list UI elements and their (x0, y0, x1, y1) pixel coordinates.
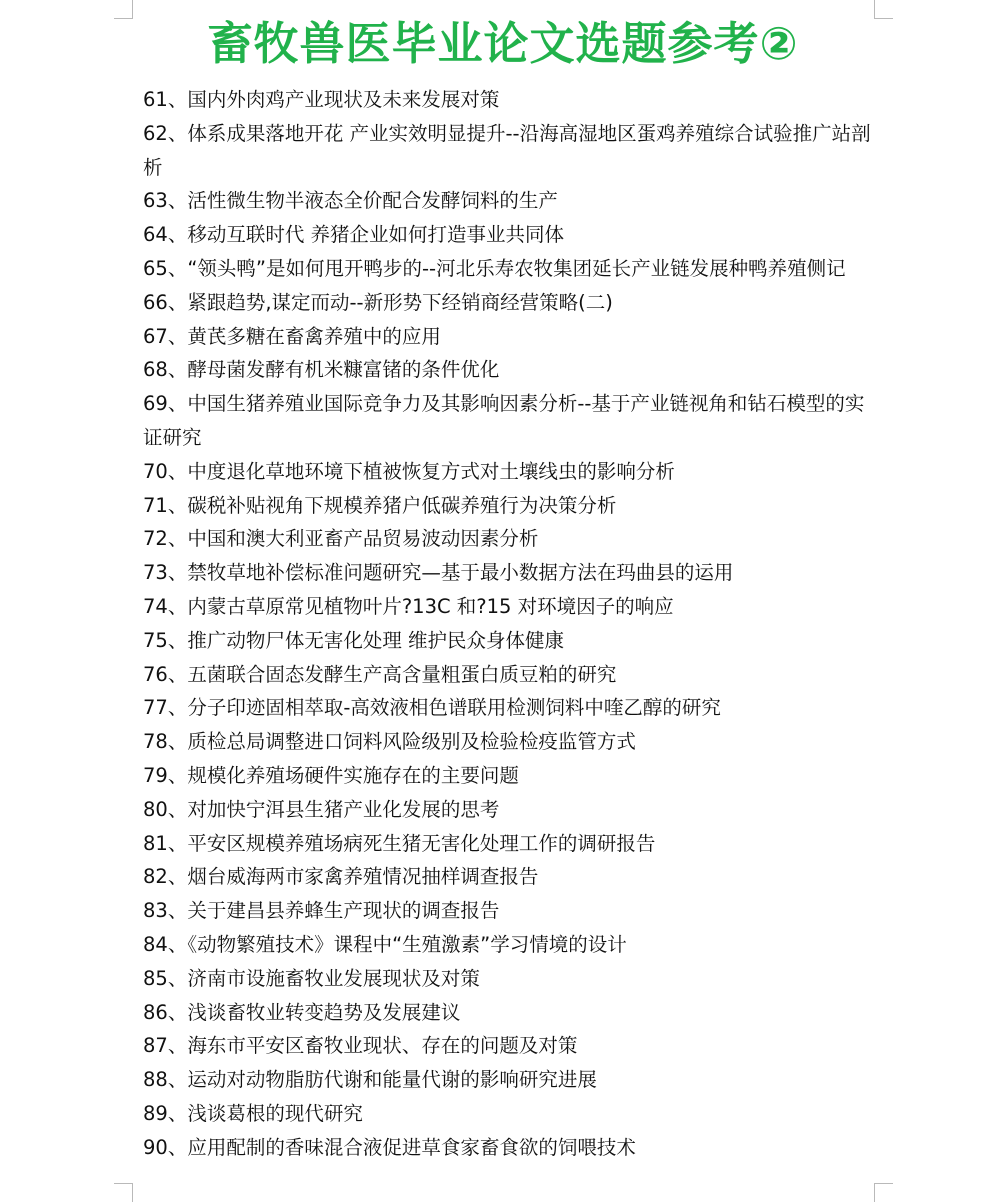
list-item: 76、五菌联合固态发酵生产高含量粗蛋白质豆粕的研究 (143, 662, 617, 686)
list-item: 69、中国生猪养殖业国际竞争力及其影响因素分析--基于产业链视角和钻石模型的实证研究 (143, 392, 865, 449)
list-item: 65、“领头鸭”是如何甩开鸭步的--河北乐寿农牧集团延长产业链发展种鸭养殖侧记 (143, 256, 846, 280)
list-item: 71、碳税补贴视角下规模养猪户低碳养殖行为决策分析 (143, 493, 617, 517)
list-item: 82、烟台威海两市家禽养殖情况抽样调查报告 (143, 865, 539, 889)
list-item: 67、黄芪多糖在畜禽养殖中的应用 (143, 324, 441, 348)
list-item: 64、移动互联时代 养猪企业如何打造事业共同体 (143, 223, 565, 247)
list-item: 80、对加快宁洱县生猪产业化发展的思考 (143, 797, 500, 821)
list-item: 78、质检总局调整进口饲料风险级别及检验检疫监管方式 (143, 730, 636, 754)
list-item: 90、应用配制的香味混合液促进草食家畜食欲的饲喂技术 (143, 1135, 636, 1159)
list-item: 77、分子印迹固相萃取-高效液相色谱联用检测饲料中喹乙醇的研究 (143, 696, 721, 720)
list-item: 87、海东市平安区畜牧业现状、存在的问题及对策 (143, 1034, 578, 1058)
list-item: 62、体系成果落地开花 产业实效明显提升--沿海高湿地区蛋鸡养殖综合试验推广站剖析 (143, 121, 871, 179)
list-item: 74、内蒙古草原常见植物叶片?13C 和?15 对环境因子的响应 (143, 594, 674, 618)
list-item: 63、活性微生物半液态全价配合发酵饲料的生产 (143, 189, 558, 213)
topic-list (143, 83, 883, 1165)
list-item: 86、浅谈畜牧业转变趋势及发展建议 (143, 1000, 461, 1024)
list-item: 84、《动物繁殖技术》课程中“生殖激素”学习情境的设计 (143, 932, 627, 956)
page-title: 畜牧兽医毕业论文选题参考② (207, 17, 799, 70)
list-item: 83、关于建昌县养蜂生产现状的调查报告 (143, 899, 500, 923)
page-corner-mark-bottom-left (114, 1183, 133, 1202)
list-item: 89、浅谈葛根的现代研究 (143, 1101, 363, 1125)
list-item: 73、禁牧草地补偿标准问题研究—基于最小数据方法在玛曲县的运用 (143, 561, 734, 585)
list-item: 61、国内外肉鸡产业现状及未来发展对策 (143, 88, 500, 111)
list-item: 72、中国和澳大利亚畜产品贸易波动因素分析 (143, 527, 539, 551)
list-item: 79、规模化养殖场硬件实施存在的主要问题 (143, 763, 519, 787)
list-item: 88、运动对动物脂肪代谢和能量代谢的影响研究进展 (143, 1068, 597, 1092)
list-item: 85、济南市设施畜牧业发展现状及对策 (143, 966, 480, 990)
list-item: 68、酵母菌发酵有机米糠富锗的条件优化 (143, 358, 500, 382)
list-item: 81、平安区规模养殖场病死生猪无害化处理工作的调研报告 (143, 831, 656, 855)
page-corner-mark-bottom-right (874, 1183, 893, 1202)
list-item: 66、紧跟趋势,谋定而动--新形势下经销商经营策略(二) (143, 290, 613, 314)
list-item: 70、中度退化草地环境下植被恢复方式对土壤线虫的影响分析 (143, 459, 675, 483)
list-item: 75、推广动物尸体无害化处理 维护民众身体健康 (143, 628, 565, 652)
